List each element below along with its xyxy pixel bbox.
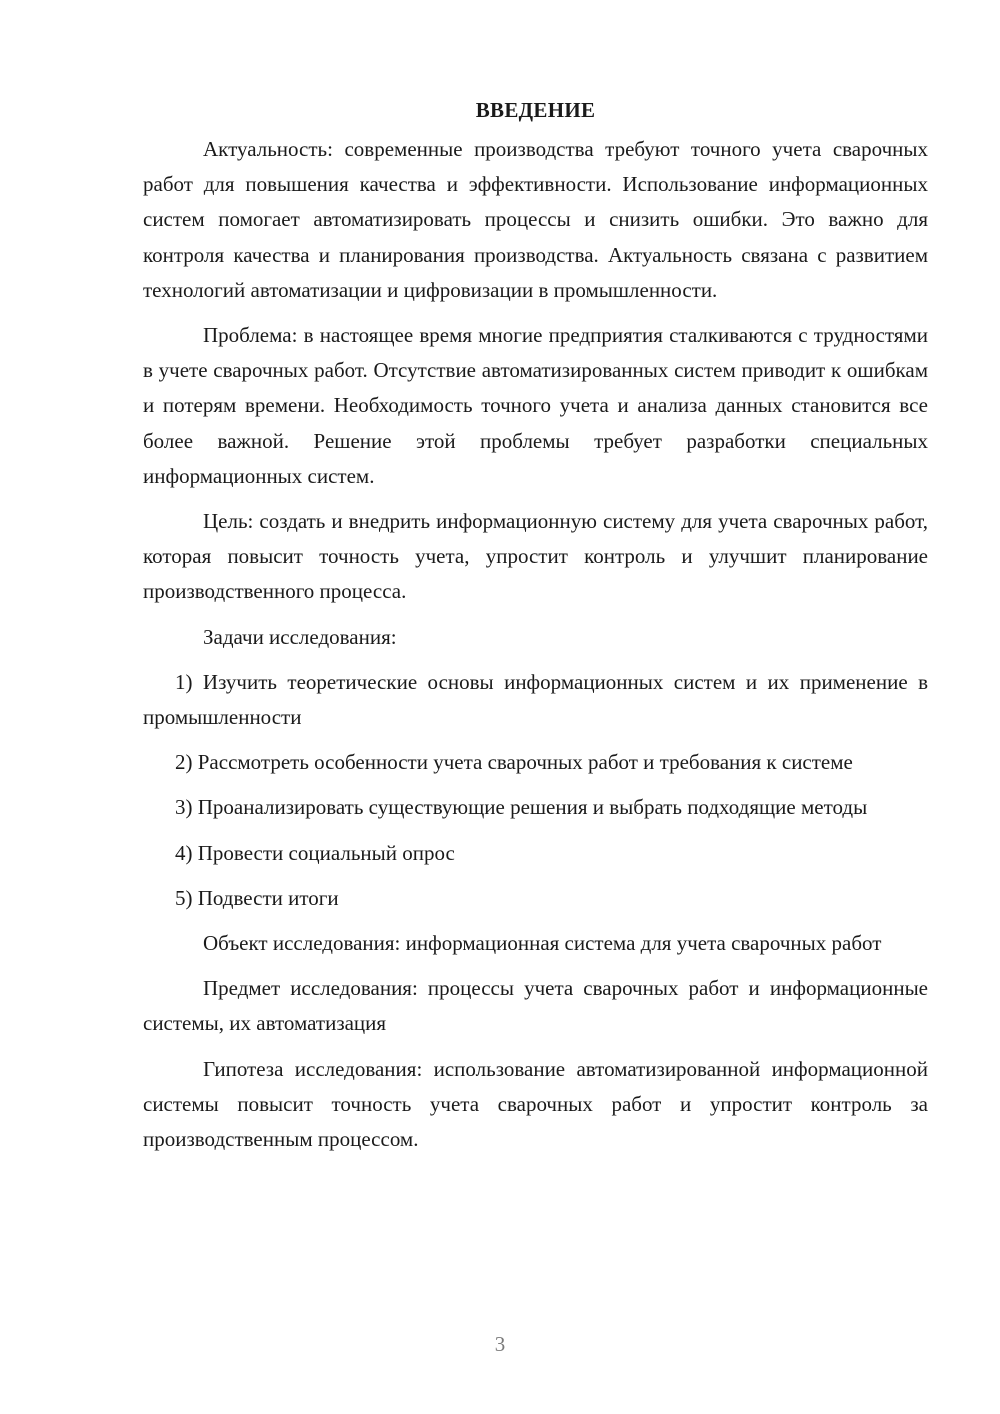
task-item-5: 5) Подвести итоги	[175, 885, 339, 910]
paragraph-object: Объект исследования: информационная система для учета сварочных работ	[203, 931, 882, 956]
page-number: 3	[494, 1332, 506, 1356]
paragraph-problem: Проблема: в настоящее время многие предприятия сталкиваются с трудностями в учете сварочных работ. Отсутствие автоматизированных систем приводит к ошибкам и потерям времени. Необходимость точного учета и анализа данных становится все более важной. Решение этой проблемы требует разработки специальных информационных систем.	[143, 323, 928, 488]
task-item-1: 1) Изучить теоретические основы информационных систем и их применение в промышленности	[143, 669, 928, 730]
paragraph-hypothesis: Гипотеза исследования: использование автоматизированной информационной системы повысит точность учета сварочных работ и упростит контроль за производственным процессом.	[143, 1056, 928, 1152]
task-item-3: 3) Проанализировать существующие решения и выбрать подходящие методы	[175, 795, 868, 820]
paragraph-goal: Цель: создать и внедрить информационную систему для учета сварочных работ, которая повысит точность учета, упростит контроль и улучшит планирование производственного процесса.	[143, 509, 928, 604]
paragraph-subject: Предмет исследования: процессы учета сварочных работ и информационные системы, их автоматизация	[143, 976, 928, 1036]
task-item-4: 4) Провести социальный опрос	[175, 840, 455, 865]
paragraph-relevance: Актуальность: современные производства требуют точного учета сварочных работ для повышения качества и эффективности. Использование информационных систем помогает автоматизировать процессы и снизить ошибки. Это важно для контроля качества и планирования производства. Актуальность связана с развитием технологий автоматизации и цифровизации в промышленности.	[143, 137, 928, 302]
document-page	[143, 92, 928, 1157]
task-item-2: 2) Рассмотреть особенности учета сварочных работ и требования к системе	[175, 750, 853, 775]
section-title: ВВЕДЕНИЕ	[475, 98, 596, 122]
tasks-heading: Задачи исследования:	[203, 624, 397, 649]
